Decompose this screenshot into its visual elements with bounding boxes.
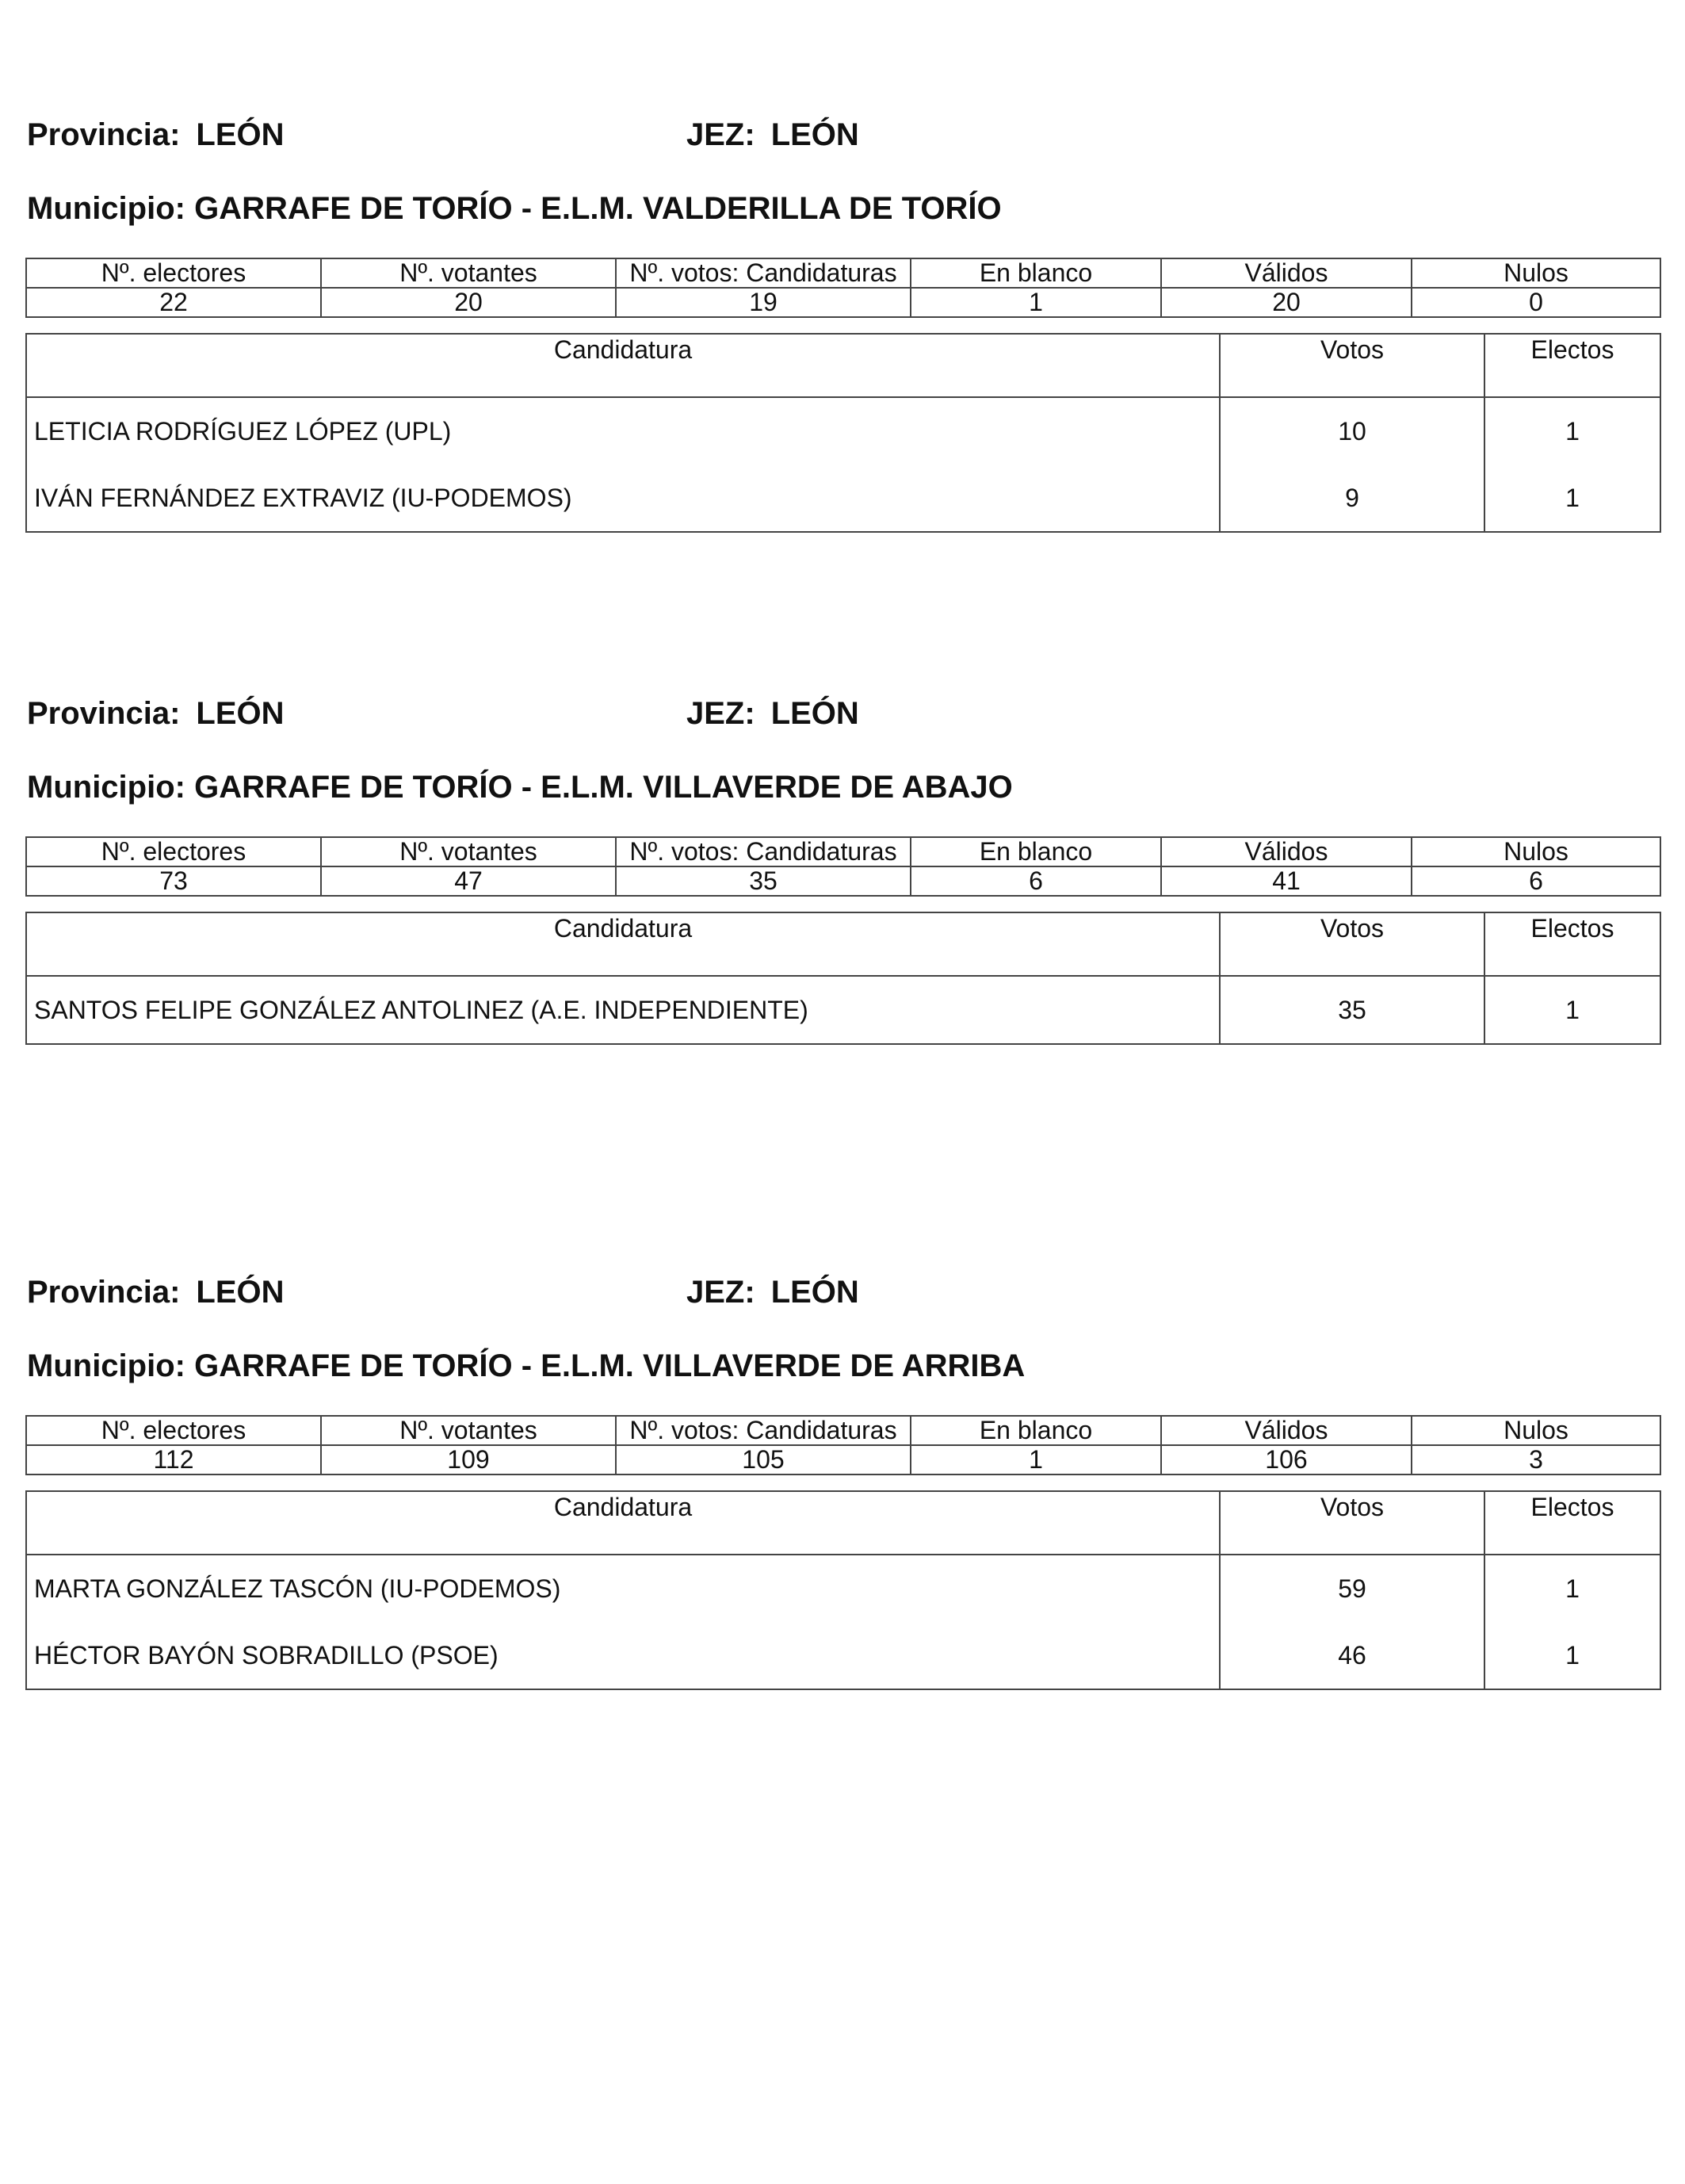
stats-value: 6 — [911, 866, 1161, 896]
provincia-line — [27, 115, 285, 155]
stats-value: 20 — [1161, 288, 1412, 317]
municipio-label: Municipio: — [27, 191, 185, 226]
candidate-row — [26, 465, 1660, 532]
stats-value: 0 — [1412, 288, 1660, 317]
electos-header: Electos — [1484, 1491, 1660, 1555]
stats-value: 35 — [616, 866, 911, 896]
stats-value: 73 — [26, 866, 321, 896]
provincia-label: Provincia: — [27, 117, 181, 152]
electos-header: Electos — [1484, 334, 1660, 397]
candidate-name: IVÁN FERNÁNDEZ EXTRAVIZ (IU-PODEMOS) — [26, 465, 1220, 532]
candidate-name: LETICIA RODRÍGUEZ LÓPEZ (UPL) — [26, 397, 1220, 465]
municipio-value: GARRAFE DE TORÍO - E.L.M. VILLAVERDE DE ABAJO — [194, 770, 1013, 805]
candidate-electos: 1 — [1484, 1622, 1660, 1689]
stats-value-row — [26, 1445, 1660, 1474]
candidate-row — [26, 1622, 1660, 1689]
candidate-electos: 1 — [1484, 976, 1660, 1044]
stats-header: Nº. electores — [26, 258, 321, 288]
stats-header: Válidos — [1161, 258, 1412, 288]
stats-header: Válidos — [1161, 837, 1412, 866]
candidates-table — [25, 1490, 1661, 1690]
stats-header: Nº. votantes — [321, 1416, 616, 1445]
municipio-label: Municipio: — [27, 1348, 185, 1383]
provincia-line — [27, 1272, 285, 1312]
stats-table — [25, 1415, 1661, 1475]
candidates-header-row — [26, 912, 1660, 976]
jez-line — [686, 115, 859, 155]
municipality-section — [0, 1272, 1685, 1827]
stats-value: 1 — [911, 1445, 1161, 1474]
stats-value: 19 — [616, 288, 911, 317]
stats-value: 106 — [1161, 1445, 1412, 1474]
stats-value: 41 — [1161, 866, 1412, 896]
electos-header: Electos — [1484, 912, 1660, 976]
stats-value: 3 — [1412, 1445, 1660, 1474]
provincia-value: LEÓN — [196, 117, 285, 152]
stats-table — [25, 836, 1661, 897]
stats-header-row — [26, 258, 1660, 288]
stats-value: 1 — [911, 288, 1161, 317]
provincia-label: Provincia: — [27, 696, 181, 731]
provincia-value: LEÓN — [196, 1275, 285, 1310]
stats-value: 22 — [26, 288, 321, 317]
municipio-value: GARRAFE DE TORÍO - E.L.M. VILLAVERDE DE ARRIBA — [194, 1348, 1026, 1383]
candidates-header-row — [26, 334, 1660, 397]
municipio-line — [27, 1346, 1025, 1386]
jez-value: LEÓN — [770, 696, 859, 731]
stats-header-row — [26, 1416, 1660, 1445]
stats-value: 6 — [1412, 866, 1660, 896]
candidate-name: MARTA GONZÁLEZ TASCÓN (IU-PODEMOS) — [26, 1555, 1220, 1622]
candidate-votos: 9 — [1220, 465, 1484, 532]
stats-header: Nº. electores — [26, 837, 321, 866]
jez-label: JEZ: — [686, 1275, 755, 1310]
stats-header: Nº. votos: Candidaturas — [616, 258, 911, 288]
provincia-value: LEÓN — [196, 696, 285, 731]
stats-header: En blanco — [911, 258, 1161, 288]
votos-header: Votos — [1220, 912, 1484, 976]
candidatura-header: Candidatura — [26, 1491, 1220, 1555]
candidate-electos: 1 — [1484, 1555, 1660, 1622]
municipality-section — [0, 694, 1685, 1249]
stats-header: Nº. votantes — [321, 837, 616, 866]
candidate-votos: 46 — [1220, 1622, 1484, 1689]
stats-header: Nulos — [1412, 258, 1660, 288]
municipio-line — [27, 189, 1002, 228]
stats-header: En blanco — [911, 837, 1161, 866]
candidate-electos: 1 — [1484, 465, 1660, 532]
jez-value: LEÓN — [770, 117, 859, 152]
votos-header: Votos — [1220, 1491, 1484, 1555]
stats-header: Nº. votantes — [321, 258, 616, 288]
jez-line — [686, 694, 859, 733]
jez-label: JEZ: — [686, 117, 755, 152]
stats-header-row — [26, 837, 1660, 866]
jez-value: LEÓN — [770, 1275, 859, 1310]
candidate-name: HÉCTOR BAYÓN SOBRADILLO (PSOE) — [26, 1622, 1220, 1689]
municipio-line — [27, 767, 1013, 807]
provincia-line — [27, 694, 285, 733]
stats-table — [25, 258, 1661, 318]
stats-header: Nulos — [1412, 837, 1660, 866]
stats-header: Nulos — [1412, 1416, 1660, 1445]
candidate-votos: 59 — [1220, 1555, 1484, 1622]
stats-value-row — [26, 866, 1660, 896]
candidates-header-row — [26, 1491, 1660, 1555]
stats-value: 20 — [321, 288, 616, 317]
municipio-label: Municipio: — [27, 770, 185, 805]
stats-value: 112 — [26, 1445, 321, 1474]
candidatura-header: Candidatura — [26, 912, 1220, 976]
stats-value-row — [26, 288, 1660, 317]
stats-header: Válidos — [1161, 1416, 1412, 1445]
jez-label: JEZ: — [686, 696, 755, 731]
candidate-electos: 1 — [1484, 397, 1660, 465]
municipality-section — [0, 115, 1685, 670]
candidate-row — [26, 1555, 1660, 1622]
candidate-row — [26, 976, 1660, 1044]
candidatura-header: Candidatura — [26, 334, 1220, 397]
stats-header: Nº. votos: Candidaturas — [616, 837, 911, 866]
municipio-value: GARRAFE DE TORÍO - E.L.M. VALDERILLA DE TORÍO — [194, 191, 1002, 226]
candidate-name: SANTOS FELIPE GONZÁLEZ ANTOLINEZ (A.E. INDEPENDIENTE) — [26, 976, 1220, 1044]
candidates-table — [25, 333, 1661, 533]
stats-value: 105 — [616, 1445, 911, 1474]
candidate-votos: 35 — [1220, 976, 1484, 1044]
stats-value: 47 — [321, 866, 616, 896]
jez-line — [686, 1272, 859, 1312]
stats-header: En blanco — [911, 1416, 1161, 1445]
candidate-votos: 10 — [1220, 397, 1484, 465]
candidate-row — [26, 397, 1660, 465]
stats-header: Nº. votos: Candidaturas — [616, 1416, 911, 1445]
stats-header: Nº. electores — [26, 1416, 321, 1445]
votos-header: Votos — [1220, 334, 1484, 397]
provincia-label: Provincia: — [27, 1275, 181, 1310]
stats-value: 109 — [321, 1445, 616, 1474]
candidates-table — [25, 912, 1661, 1045]
